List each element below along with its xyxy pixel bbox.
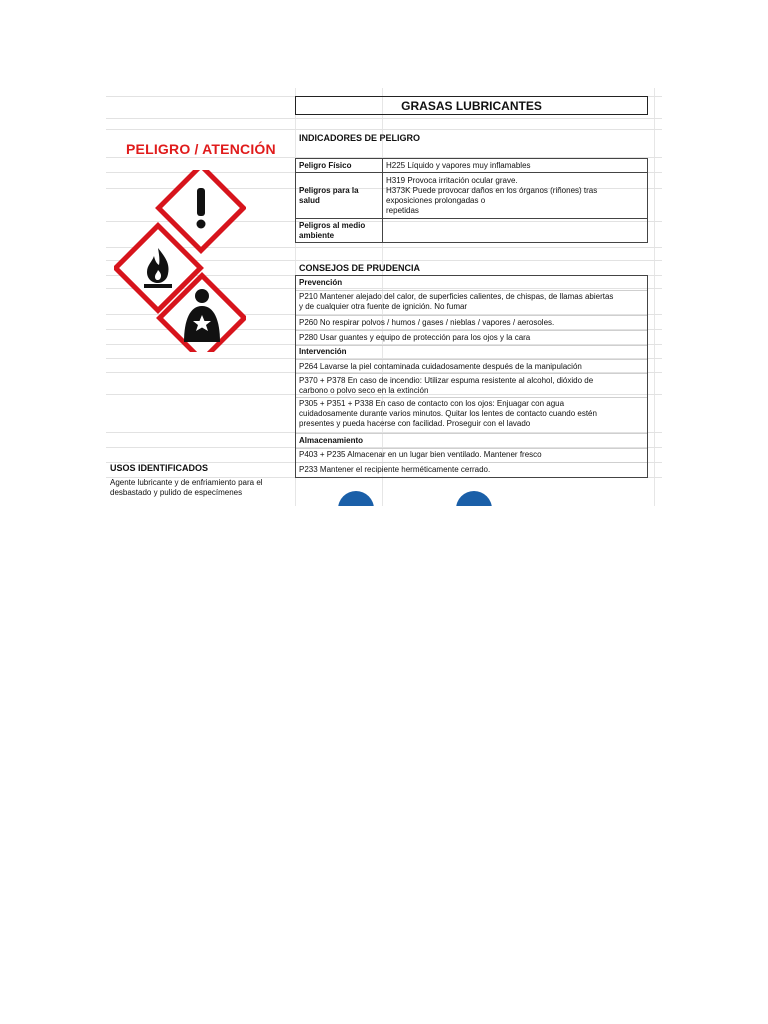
statement-line: P280 Usar guantes y equipo de protección para los ojos y la cara	[299, 333, 531, 342]
statement-line: P233 Mantener el recipiente herméticamente cerrado.	[299, 465, 491, 474]
hazard-label: Peligro Físico	[296, 159, 383, 173]
precaution-statement	[299, 318, 644, 328]
hazard-value	[383, 173, 648, 219]
table-row	[296, 173, 648, 219]
row-divider	[296, 315, 647, 316]
statement-line: P370 + P378 En caso de incendio: Utilizar espuma resistente al alcohol, dióxido de	[299, 376, 594, 385]
table-row	[296, 219, 648, 243]
statement-line: P210 Mantener alejado del calor, de superficies calientes, de chispas, de llamas abiertas	[299, 292, 614, 301]
row-divider	[296, 397, 647, 398]
row-divider	[296, 330, 647, 331]
precaution-subheading: Prevención	[299, 278, 343, 287]
precaution-statement	[299, 333, 644, 343]
precaution-subheading: Intervención	[299, 347, 347, 356]
grid-column-line	[654, 88, 655, 506]
identified-uses-title: USOS IDENTIFICADOS	[110, 463, 209, 473]
statement-line: y de cualquier otra fuente de ignición. No fumar	[299, 302, 468, 311]
row-divider	[296, 373, 647, 374]
warning-heading: PELIGRO / ATENCIÓN	[126, 141, 276, 157]
hazard-label: Peligros para la salud	[296, 173, 383, 219]
hazard-line: H225 Líquido y vapores muy inflamables	[386, 160, 531, 170]
hazard-value	[383, 159, 648, 173]
precautions-heading: CONSEJOS DE PRUDENCIA	[299, 263, 421, 273]
hazard-line: repetidas	[386, 205, 419, 215]
grid-row-line	[106, 129, 662, 130]
blue-mandatory-sign-icon	[456, 491, 492, 506]
precaution-statement	[299, 465, 644, 475]
hazard-value	[383, 219, 648, 243]
hazard-line: exposiciones prolongadas o	[386, 195, 486, 205]
ghs-pictograms	[114, 170, 246, 352]
statement-line: P264 Lavarse la piel contaminada cuidadosamente después de la manipulación	[299, 362, 582, 371]
precaution-subheading: Almacenamiento	[299, 436, 364, 445]
table-row	[296, 159, 648, 173]
hazard-line: H319 Provoca irritación ocular grave.	[386, 175, 518, 185]
precautions-box	[295, 275, 648, 478]
precaution-statement	[299, 450, 644, 460]
hazard-line: H373K Puede provocar daños en los órganos (riñones) tras	[386, 185, 598, 195]
precaution-statement	[299, 362, 644, 372]
row-divider	[296, 448, 647, 449]
row-divider	[296, 433, 647, 434]
statement-line: carbono o polvo seco en la extinción	[299, 386, 429, 395]
precaution-statement	[299, 399, 644, 429]
row-divider	[296, 359, 647, 360]
hazard-table	[295, 158, 648, 243]
identified-uses-text: Agente lubricante y de enfriamiento para el desbastado y pulido de especímenes	[110, 478, 263, 497]
grid-row-line	[106, 118, 662, 119]
precaution-statement	[299, 292, 644, 312]
row-divider	[296, 345, 647, 346]
statement-line: P260 No respirar polvos / humos / gases / nieblas / vapores / aerosoles.	[299, 318, 555, 327]
statement-line: P305 + P351 + P338 En caso de contacto con los ojos: Enjuagar con agua	[299, 399, 565, 408]
hazard-label: Peligros al medio ambiente	[296, 219, 383, 243]
statement-line: presentes y pueda hacerse con facilidad. Proseguir con el lavado	[299, 419, 531, 428]
document-title: GRASAS LUBRICANTES	[295, 96, 648, 115]
blue-mandatory-sign-icon	[338, 491, 374, 506]
safety-data-sheet	[106, 88, 662, 506]
statement-line: P403 + P235 Almacenar en un lugar bien ventilado. Mantener fresco	[299, 450, 542, 459]
row-divider	[296, 290, 647, 291]
precaution-statement	[299, 376, 644, 396]
row-divider	[296, 462, 647, 463]
statement-line: cuidadosamente durante varios minutos. Quitar los lentes de contacto cuando estén	[299, 409, 597, 418]
hazard-indicators-heading: INDICADORES DE PELIGRO	[299, 133, 421, 143]
